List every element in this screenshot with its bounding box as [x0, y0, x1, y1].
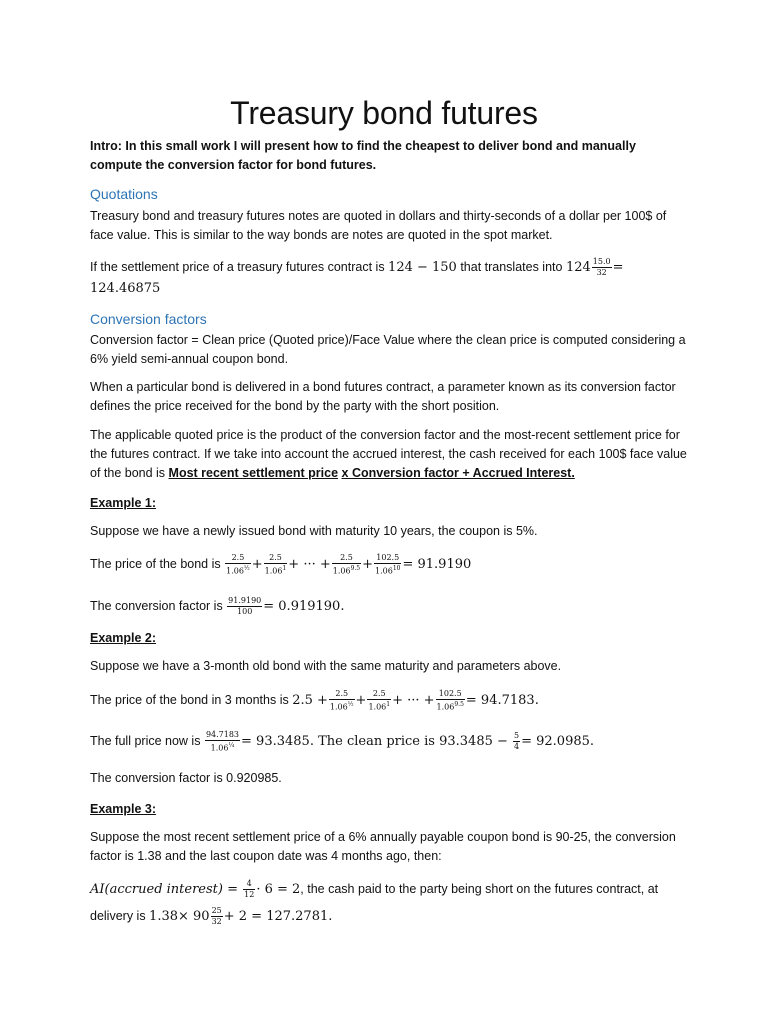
example-2-label: Example 2:: [90, 631, 157, 645]
underlined-term: Most recent settlement price: [168, 466, 339, 480]
math-expression: = 92.0985.: [521, 734, 595, 749]
text-run: The conversion factor is: [90, 599, 227, 613]
conversion-paragraph-1: Conversion factor = Clean price (Quoted price)/Face Value where the clean price is computed considering a 6% yield semi-annual coupon bond.: [90, 333, 686, 366]
example-2-conversion: The conversion factor is 0.920985.: [90, 771, 282, 785]
section-heading-conversion: Conversion factors: [90, 311, 207, 327]
math-expression: 124.46875: [90, 281, 161, 297]
example-1-paragraph-1: Suppose we have a newly issued bond with maturity 10 years, the coupon is 5%.: [90, 524, 538, 538]
text-run: The price of the bond is: [90, 557, 225, 571]
math-expression: · 6 = 2: [256, 882, 301, 897]
fraction: $\frac{2.5}{1.06^{\frac{1}{2}}}$: [329, 688, 354, 712]
example-3-paragraph-1: Suppose the most recent settlement price of a 6% annually payable coupon bond is 90-25, the conversion factor is 1.38 and the last coupon date was 4 months ago, then:: [90, 830, 676, 863]
text-run: that translates into: [456, 260, 566, 274]
conversion-paragraph-2: When a particular bond is delivered in a bond futures contract, a parameter known as its conversion factor defines the price received for the bond by the party with the short position.: [90, 380, 676, 413]
conversion-paragraph-3: [90, 426, 690, 483]
fraction: $\frac{4}{12}$: [244, 879, 255, 900]
fraction: $\frac{2.5}{1.06^1}$: [264, 552, 287, 576]
fraction: $\frac{102.5}{1.06^{10}}$: [375, 552, 401, 576]
underlined-term: x Conversion factor + Accrued Interest.: [341, 466, 575, 480]
math-expression: = 91.9190: [402, 557, 472, 572]
example-1-label: Example 1:: [90, 496, 157, 510]
fraction: $\frac{2.5}{1.06^{9.5}}$: [332, 552, 361, 576]
fraction: $\frac{5}{4}$: [514, 731, 520, 752]
example-3-label: Example 3:: [90, 802, 157, 816]
text-run: The price of the bond in 3 months is: [90, 693, 293, 707]
example-2-paragraph-1: Suppose we have a 3-month old bond with the same maturity and parameters above.: [90, 659, 562, 673]
example-2-full-price-equation: [90, 728, 690, 755]
text-run: The full price now is: [90, 734, 204, 748]
page-title: Treasury bond futures: [230, 95, 538, 131]
fraction: $\frac{25}{32}$: [211, 906, 222, 927]
example-3-accrued-equation: [90, 876, 690, 930]
example-2-price-equation: The price of the bond in 3 months is 2.5 + $\frac{2.5}{1.06^{\frac{1}{2}}}$ + $\frac{2.5}{1.06^1}$ + ··· + $\frac{102.5}{1.06^{9.5}}$ = 94.7183.: [90, 688, 539, 712]
section-heading-quotations: Quotations: [90, 186, 158, 202]
math-expression: = 93.3485. The clean price is 93.3485 −: [241, 734, 513, 749]
text-run: , the cash paid to the party being short on the futures contract, at delivery is: [90, 882, 659, 923]
math-expression: AI(accrued interest) =: [90, 882, 243, 897]
text-run: The applicable quoted price is the product of the conversion factor and the most-recent settlement price for the futures contract. If we take into account the accrued interest, the cash received for each 100$ face value of the bond is: [90, 428, 687, 480]
math-expression: = 94.7183.: [465, 693, 539, 708]
math-expression: + 2 = 127.2781.: [223, 909, 333, 924]
fraction: $\frac{15.0}{32}$: [592, 257, 611, 278]
quotations-paragraph-1: Treasury bond and treasury futures notes are quoted in dollars and thirty-seconds of a dollar per 100$ of face value. This is similar to the way bonds are notes are quoted in the spot market.: [90, 209, 667, 242]
fraction: $\frac{102.5}{1.06^{9.5}}$: [436, 688, 464, 712]
text-run: If the settlement price of a treasury futures contract is: [90, 260, 389, 274]
quotations-paragraph-2: [90, 257, 690, 299]
fraction: $\frac{2.5}{1.06^1}$: [368, 688, 391, 712]
example-1-price-equation: The price of the bond is $\frac{2.5}{1.06^{\frac{1}{2}}}$ + $\frac{2.5}{1.06^1}$ + ··· + $\frac{2.5}{1.06^{9.5}}$ + $\frac{102.5}{1.06^{10}}$ = 91.9190: [90, 552, 472, 576]
example-1-conversion-equation: [90, 593, 690, 620]
intro-paragraph: Intro: In this small work I will present how to find the cheapest to deliver bond and manually compute the conversion factor for bond futures.: [90, 139, 636, 172]
fraction: $\frac{91.9190}{100}$: [228, 596, 262, 617]
fraction: $\frac{94.7183}{1.06^{\frac{1}{4}}}$: [205, 729, 240, 753]
math-expression: 124: [565, 260, 591, 275]
math-expression: 124 − 150: [388, 260, 457, 275]
math-expression: =: [612, 260, 624, 275]
math-expression: = 0.919190.: [263, 599, 345, 614]
math-expression: 1.38× 90: [149, 909, 210, 924]
fraction: $\frac{2.5}{1.06^{\frac{1}{2}}}$: [226, 552, 250, 576]
